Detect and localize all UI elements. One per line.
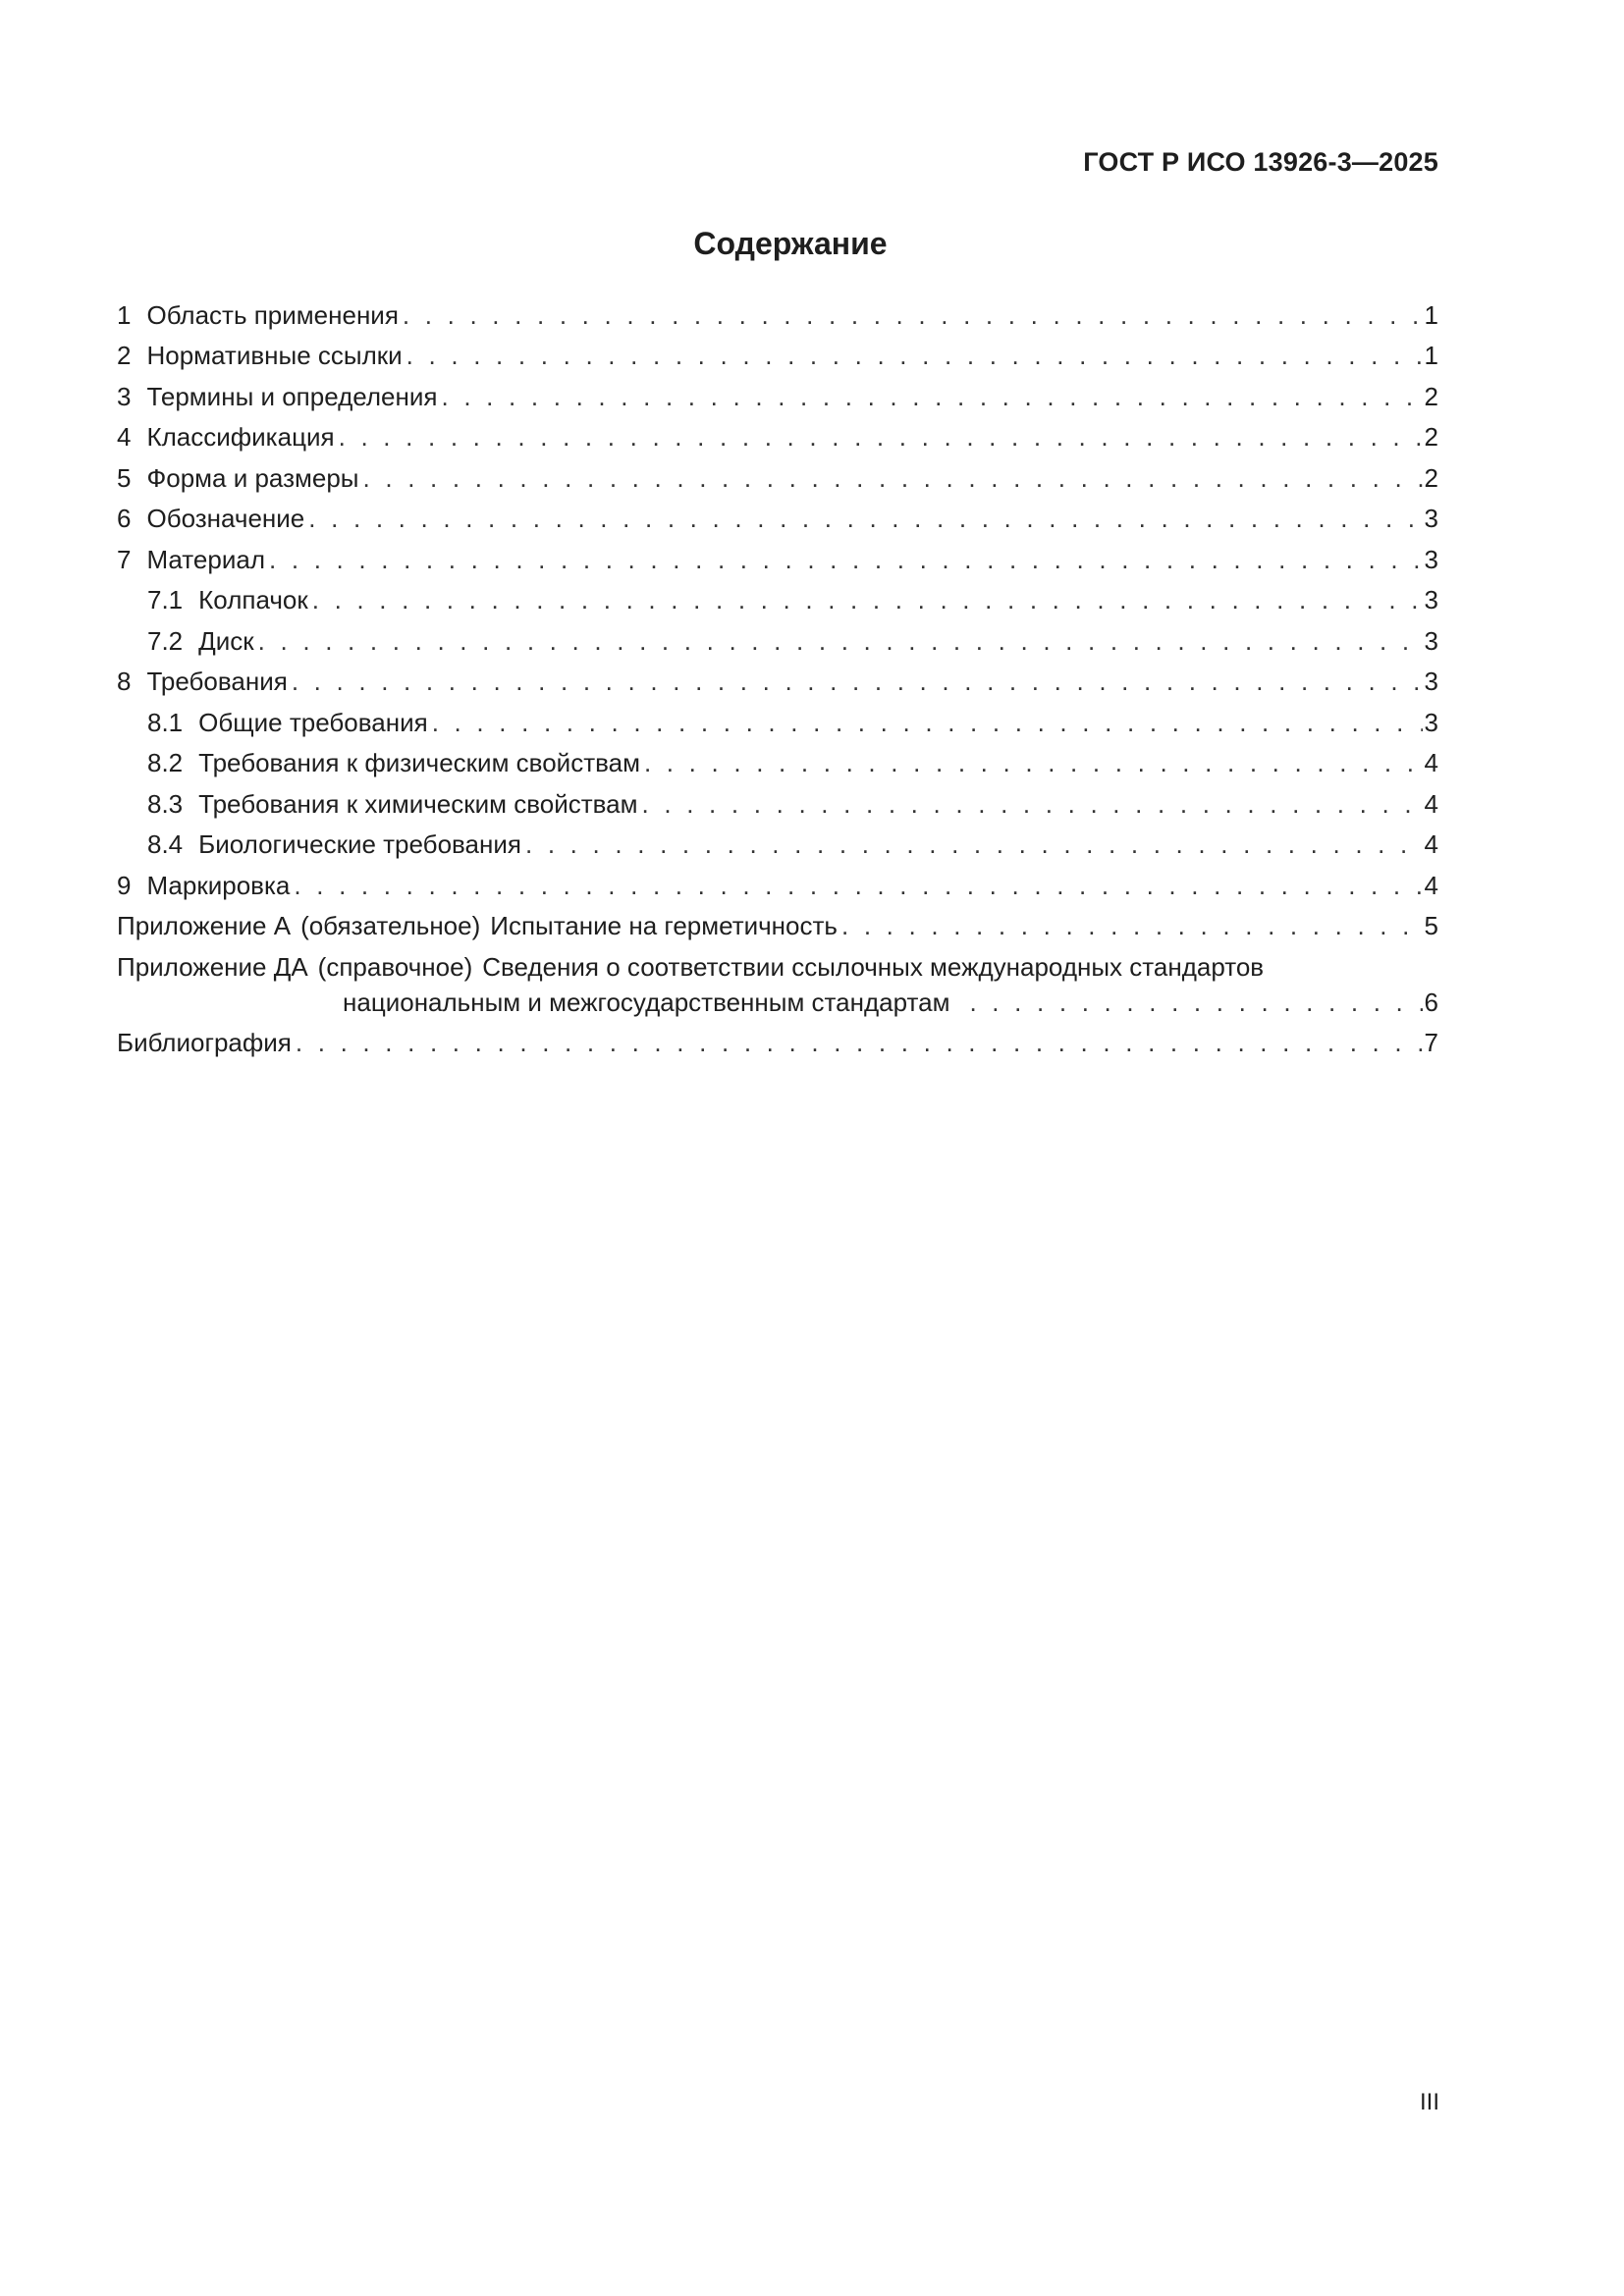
toc-entry[interactable] <box>117 534 1438 575</box>
toc-entry[interactable] <box>117 412 1438 454</box>
toc-entry-number: 7.2 <box>147 625 184 656</box>
toc-entry-number: 7.1 <box>147 585 184 614</box>
appendix-label: Приложение ДА <box>117 951 308 982</box>
toc-entry-number: 6 <box>117 504 132 533</box>
dot-leader <box>441 382 1422 412</box>
toc-entry-number: 8.2 <box>147 748 184 777</box>
toc-entry-label <box>147 585 308 615</box>
dot-leader <box>269 545 1423 575</box>
dot-leader <box>969 988 1422 1018</box>
dot-leader <box>644 748 1423 778</box>
toc-entry[interactable] <box>117 657 1438 698</box>
toc-entry-label <box>117 545 265 575</box>
toc-entry-page: 7 <box>1424 1028 1438 1057</box>
toc-entry-number: 8.4 <box>147 829 184 859</box>
dot-leader <box>642 789 1423 820</box>
toc-entry-page: 4 <box>1424 829 1438 859</box>
appendix-status: (обязательное) <box>300 911 481 940</box>
dot-leader <box>292 667 1423 697</box>
toc-subentry[interactable] <box>117 575 1438 616</box>
toc-entry-label <box>117 422 335 453</box>
toc-entry-number: 4 <box>117 422 132 452</box>
toc-entry[interactable] <box>117 290 1438 331</box>
toc-subentry[interactable] <box>117 738 1438 779</box>
toc-entry-title: Диск <box>198 625 254 656</box>
toc-subentry[interactable] <box>117 697 1438 738</box>
toc-entry-label <box>117 504 304 534</box>
toc-entry-number: 8.3 <box>147 788 184 819</box>
toc-subentry[interactable] <box>117 778 1438 820</box>
toc-entry[interactable] <box>117 494 1438 535</box>
toc-entry-page: 4 <box>1424 870 1438 900</box>
toc-entry-title: Термины и определения <box>146 381 438 411</box>
toc-entry-label <box>147 708 428 738</box>
dot-leader <box>363 463 1423 494</box>
toc-entry-label <box>147 829 521 860</box>
toc-entry-label <box>117 667 288 697</box>
toc-entry[interactable] <box>117 453 1438 494</box>
dot-leader <box>308 504 1422 534</box>
toc-entry-page: 3 <box>1424 707 1438 737</box>
dot-leader <box>294 871 1422 901</box>
toc-entry-number: 7 <box>117 544 132 574</box>
toc-entry-page: 1 <box>1424 299 1438 330</box>
toc-entry-title: Общие требования <box>198 707 428 737</box>
appendix-label: Приложение А <box>117 911 292 940</box>
toc-entry-page: 1 <box>1424 341 1438 370</box>
dot-leader <box>403 300 1423 331</box>
toc-entry-page: 3 <box>1424 504 1438 533</box>
toc-entry-number: 2 <box>117 341 132 370</box>
toc-entry-label <box>117 300 399 331</box>
appendix-da-line-1 <box>117 941 1438 983</box>
appendix-da-line-2 <box>117 983 1438 1018</box>
toc-appendix-a[interactable] <box>117 901 1438 942</box>
toc-entry-number: 1 <box>117 299 132 330</box>
toc-entry-title: Маркировка <box>146 870 291 900</box>
appendix-title-continued: национальным и межгосударственным стандартам <box>343 987 950 1017</box>
toc-entry-page: 3 <box>1424 585 1438 614</box>
toc-entry-page: 3 <box>1424 625 1438 656</box>
appendix-title: Сведения о соответствии ссылочных международных стандартов <box>482 951 1265 982</box>
toc-entry-title: Требования к химическим свойствам <box>198 788 638 819</box>
toc-entry-page: 4 <box>1424 748 1438 777</box>
toc-entry-title: Область применения <box>146 299 399 330</box>
toc-entry-number: 8 <box>117 667 132 696</box>
dot-leader <box>339 422 1423 453</box>
toc-entry-page: 2 <box>1424 462 1438 493</box>
toc-entry-title: Нормативные ссылки <box>146 341 403 370</box>
toc-entry-title: Колпачок <box>198 585 308 614</box>
dot-leader <box>432 708 1423 738</box>
toc-entry-page: 4 <box>1424 788 1438 819</box>
toc-entry-title: Биологические требования <box>198 829 521 859</box>
toc-entry-title: Материал <box>146 544 265 574</box>
toc-entry-page: 3 <box>1424 667 1438 696</box>
toc-entry-page: 2 <box>1424 381 1438 411</box>
toc-entry-number: 5 <box>117 462 132 493</box>
page-number: III <box>1419 2089 1439 2115</box>
toc-entry-label <box>117 911 838 941</box>
table-of-contents <box>117 290 1438 1058</box>
dot-leader <box>296 1028 1423 1058</box>
dot-leader <box>258 626 1423 657</box>
dot-leader <box>525 829 1423 860</box>
toc-entry-label <box>147 748 640 778</box>
toc-entry-number: 8.1 <box>147 707 184 737</box>
appendix-status: (справочное) <box>317 951 473 982</box>
toc-entry-title: Библиография <box>117 1028 292 1057</box>
toc-entry-number: 9 <box>117 870 132 900</box>
toc-bibliography[interactable] <box>117 1018 1438 1059</box>
toc-subentry[interactable] <box>117 615 1438 657</box>
appendix-title: Испытание на герметичность <box>490 911 838 940</box>
dot-leader <box>312 585 1423 615</box>
toc-entry-title: Форма и размеры <box>146 462 359 493</box>
toc-entry-page: 6 <box>1424 987 1438 1017</box>
toc-entry-title: Обозначение <box>146 504 305 533</box>
toc-subentry[interactable] <box>117 820 1438 861</box>
toc-entry[interactable] <box>117 331 1438 372</box>
toc-entry-title: Требования к физическим свойствам <box>198 748 640 777</box>
toc-entry[interactable] <box>117 860 1438 901</box>
toc-entry-page: 2 <box>1424 422 1438 452</box>
toc-entry-page: 5 <box>1424 911 1438 940</box>
toc-entry-label <box>117 382 437 412</box>
toc-entry-label <box>117 463 359 494</box>
toc-entry-page: 3 <box>1424 544 1438 574</box>
document-number: ГОСТ Р ИСО 13926-3—2025 <box>1083 147 1438 177</box>
toc-heading: Содержание <box>693 226 888 261</box>
toc-entry-title: Требования <box>146 667 288 696</box>
toc-entry-label <box>117 871 290 901</box>
dot-leader <box>841 911 1423 941</box>
toc-entry[interactable] <box>117 371 1438 412</box>
toc-entry-label <box>117 341 403 371</box>
toc-appendix-da[interactable] <box>117 941 1438 1018</box>
toc-entry-number: 3 <box>117 381 132 411</box>
toc-entry-label <box>147 789 638 820</box>
dot-leader <box>406 341 1423 371</box>
toc-entry-label <box>147 626 254 657</box>
toc-entry-title: Классификация <box>146 422 335 452</box>
